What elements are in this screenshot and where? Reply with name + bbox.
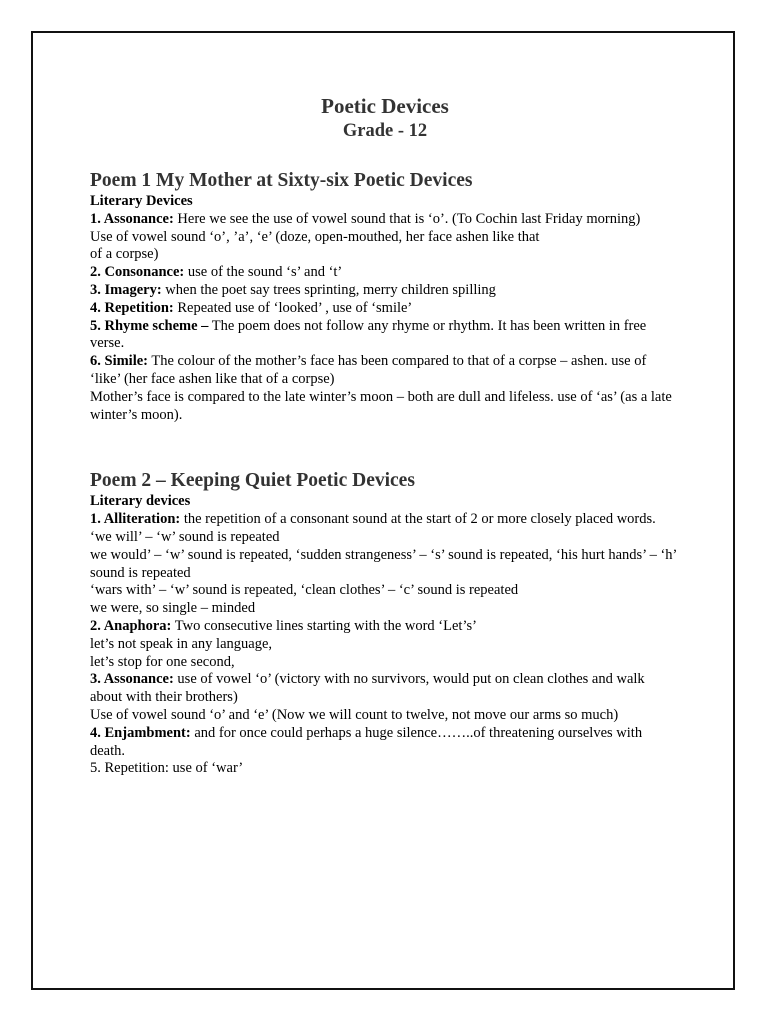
device-text: Use of vowel sound ‘o’, ’a’, ‘e’ (doze, open-mouthed, her face ashen like that bbox=[90, 228, 540, 245]
device-text: The poem does not follow any rhyme or rhythm. It has been written in free verse. bbox=[90, 317, 647, 352]
device-line bbox=[90, 264, 680, 282]
device-line bbox=[90, 229, 680, 247]
device-line bbox=[90, 582, 680, 600]
device-text: of a corpse) bbox=[90, 246, 159, 263]
device-line bbox=[90, 211, 680, 229]
device-text: we would’ – ‘w’ sound is repeated, ‘sudden strangeness’ – ‘s’ sound is repeated, ‘his hurt hands’ – ‘h’ sound is repeated bbox=[90, 546, 677, 581]
device-term: 4. Repetition: bbox=[90, 299, 174, 316]
device-term: 6. Simile: bbox=[90, 353, 148, 370]
device-term: 2. Consonance: bbox=[90, 264, 185, 281]
device-line bbox=[90, 760, 680, 778]
device-text: use of the sound ‘s’ and ‘t’ bbox=[184, 264, 343, 281]
device-line bbox=[90, 547, 680, 583]
device-text: let’s stop for one second, bbox=[90, 653, 235, 670]
device-text: ‘we will’ – ‘w’ sound is repeated bbox=[90, 528, 280, 545]
device-line bbox=[90, 389, 680, 425]
device-line bbox=[90, 353, 680, 389]
document-subtitle: Grade - 12 bbox=[342, 121, 428, 141]
device-line bbox=[90, 282, 680, 300]
device-line bbox=[90, 707, 680, 725]
device-text: Mother’s face is compared to the late winter’s moon – both are dull and lifeless. use of ‘as’ (as a late winter’s moon). bbox=[90, 388, 672, 423]
device-text: Here we see the use of vowel sound that is ‘o’. (To Cochin last Friday morning) bbox=[173, 210, 641, 227]
section-heading: Poem 2 – Keeping Quiet Poetic Devices bbox=[90, 470, 415, 492]
device-line bbox=[90, 300, 680, 318]
device-term: 2. Anaphora: bbox=[90, 617, 172, 634]
device-text: Two consecutive lines starting with the word ‘Let’s’ bbox=[171, 617, 477, 634]
device-text: 5. Repetition: use of ‘war’ bbox=[90, 760, 244, 777]
device-text: Repeated use of ‘looked’ , use of ‘smile’ bbox=[173, 299, 413, 316]
poem-section-1 bbox=[90, 169, 680, 424]
device-line bbox=[90, 246, 680, 264]
device-term: 3. Imagery: bbox=[90, 281, 162, 298]
device-term: 4. Enjambment: bbox=[90, 724, 191, 741]
device-text: The colour of the mother’s face has been compared to that of a corpse – ashen. use of ‘like’ (her face ashen like that of a corpse) bbox=[90, 353, 647, 387]
document-title: Poetic Devices bbox=[321, 94, 449, 118]
device-line bbox=[90, 511, 680, 529]
device-term: 5. Rhyme scheme – bbox=[90, 317, 209, 334]
device-text: we were, so single – minded bbox=[90, 600, 256, 617]
device-text: Use of vowel sound ‘o’ and ‘e’ (Now we will count to twelve, not move our arms so much) bbox=[90, 706, 619, 723]
device-term: 1. Assonance: bbox=[90, 210, 174, 227]
document-body bbox=[90, 94, 680, 778]
device-term: 1. Alliteration: bbox=[90, 511, 181, 528]
device-text: use of vowel ‘o’ (victory with no survivors, would put on clean clothes and walk about with their brothers) bbox=[90, 671, 645, 706]
device-text: and for once could perhaps a huge silence……..of threatening ourselves with death. bbox=[90, 724, 643, 759]
device-text: ‘wars with’ – ‘w’ sound is repeated, ‘clean clothes’ – ‘c’ sound is repeated bbox=[90, 582, 519, 599]
device-line bbox=[90, 725, 680, 761]
device-line bbox=[90, 318, 680, 354]
section-heading: Poem 1 My Mother at Sixty-six Poetic Devices bbox=[90, 170, 473, 191]
device-line bbox=[90, 636, 680, 654]
device-text: when the poet say trees sprinting, merry children spilling bbox=[161, 281, 496, 298]
device-text: the repetition of a consonant sound at the start of 2 or more closely placed words. bbox=[180, 511, 656, 528]
section-subheading: Literary devices bbox=[90, 493, 191, 510]
device-line bbox=[90, 618, 680, 636]
poem-section-2 bbox=[90, 469, 680, 778]
device-term: 3. Assonance: bbox=[90, 671, 174, 688]
device-line bbox=[90, 654, 680, 672]
section-spacer bbox=[90, 424, 680, 469]
section-subheading: Literary Devices bbox=[90, 193, 193, 209]
device-line bbox=[90, 600, 680, 618]
device-line bbox=[90, 671, 680, 707]
device-text: let’s not speak in any language, bbox=[90, 635, 273, 652]
device-line bbox=[90, 529, 680, 547]
